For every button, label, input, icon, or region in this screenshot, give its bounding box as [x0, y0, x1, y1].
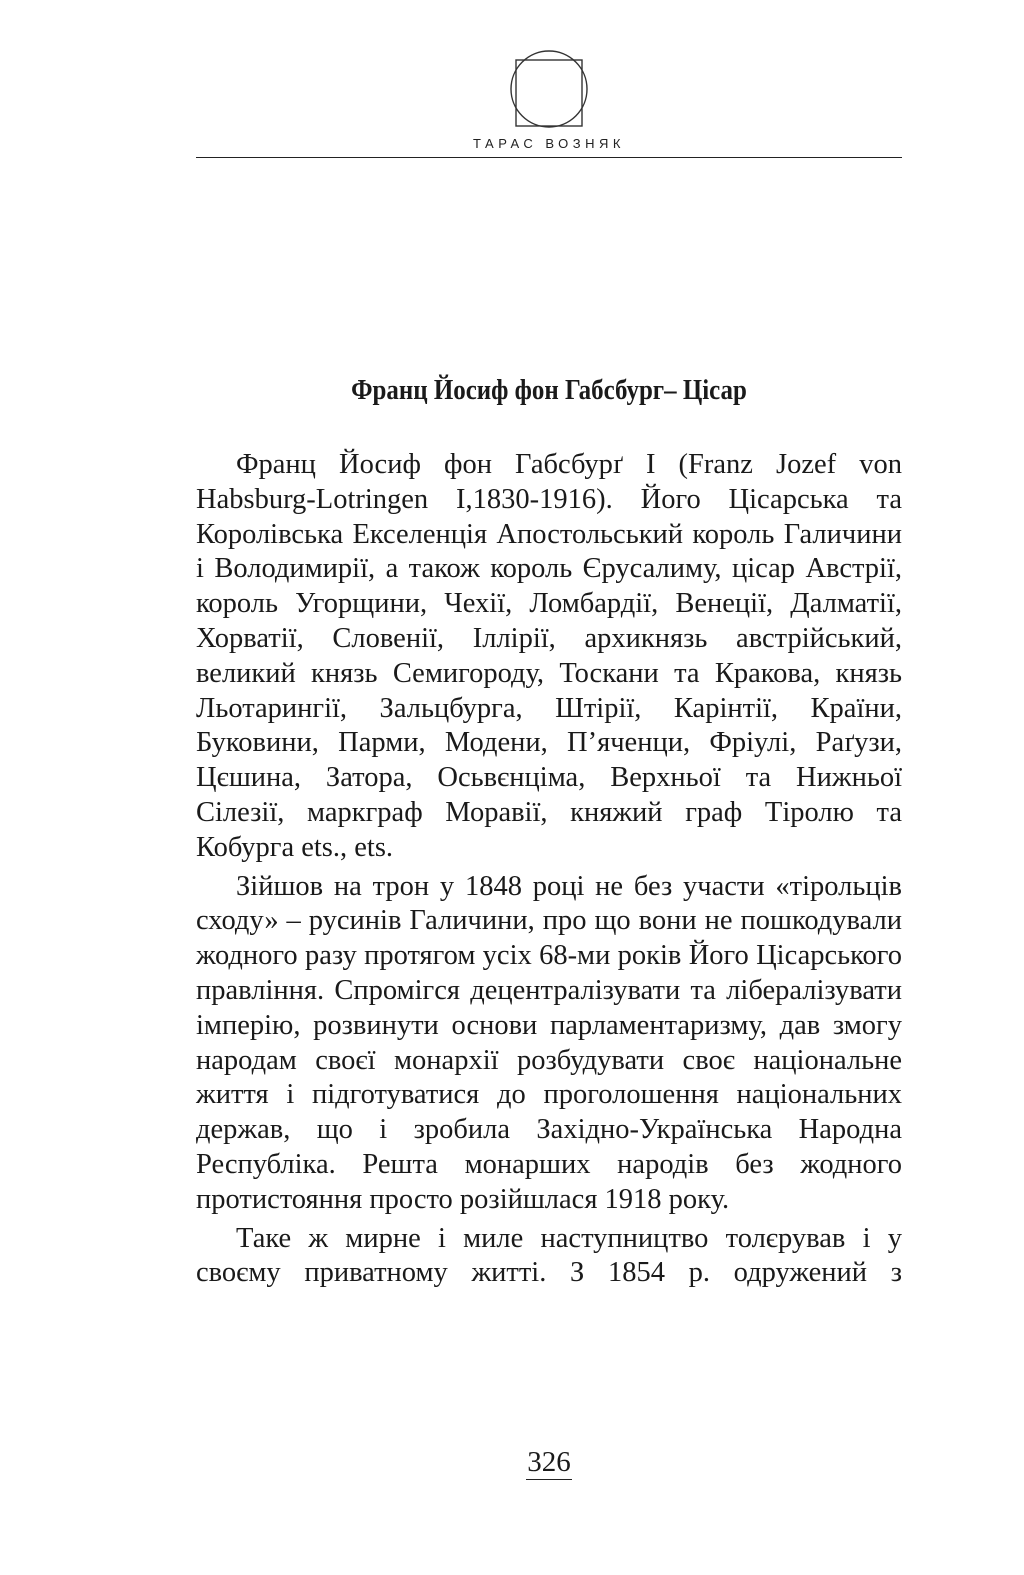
- publisher-logo-icon: [510, 48, 588, 130]
- running-header-author: ТАРАС ВОЗНЯК: [473, 136, 625, 151]
- page-number-container: [196, 1446, 902, 1479]
- page-number: 326: [527, 1446, 571, 1478]
- body-text: [196, 448, 902, 1291]
- header-divider: [196, 157, 902, 158]
- chapter-title: Франц Йосиф фон Габсбург– Цісар: [351, 374, 747, 406]
- paragraph-1: Франц Йосиф фон Габсбурґ I (Franz Jozef von Habsburg-Lotringen I,1830-1916). Його Цісарська та Королівська Екселенція Апостольський король Галичини і Володимирії, а також король Єрусалиму, цісар Австрії, король Угорщини, Чехії, Ломбардії, Венеції, Далматії, Хорватії, Словенії, Іллірії, архикнязь австрійський, великий князь Семигороду, Тоскани та Кракова, князь Льотарингії, Зальцбурга, Штірії, Карінтії, Країни, Буковини, Парми, Модени, П’яченци, Фріулі, Раґузи, Цєшина, Затора, Осьвєнціма, Верхньої та Нижньої Сілезії, маркграф Моравії, княжий граф Тіролю та Кобурга ets., ets.: [196, 449, 902, 863]
- paragraph-2: Зійшов на трон у 1848 році не без участи «тірольців сходу» – русинів Галичини, про що вони не пошкодували жодного разу протягом усіх 68-ми років Його Цісарського правління. Спромігся децентралізувати та лібералізувати імперію, розвинути основи парламентаризму, дав змогу народам своєї монархії розбудувати своє національне життя і підготуватися до проголошення національних держав, що і зробила Західно-Українська Народна Республіка. Решта монарших народів без жодного протистояння просто розійшлася 1918 року.: [196, 870, 902, 1215]
- paragraph-3: Таке ж мирне і миле наступництво толєрував і у своєму приватному житті. З 1854 р. одружений з: [196, 1222, 902, 1289]
